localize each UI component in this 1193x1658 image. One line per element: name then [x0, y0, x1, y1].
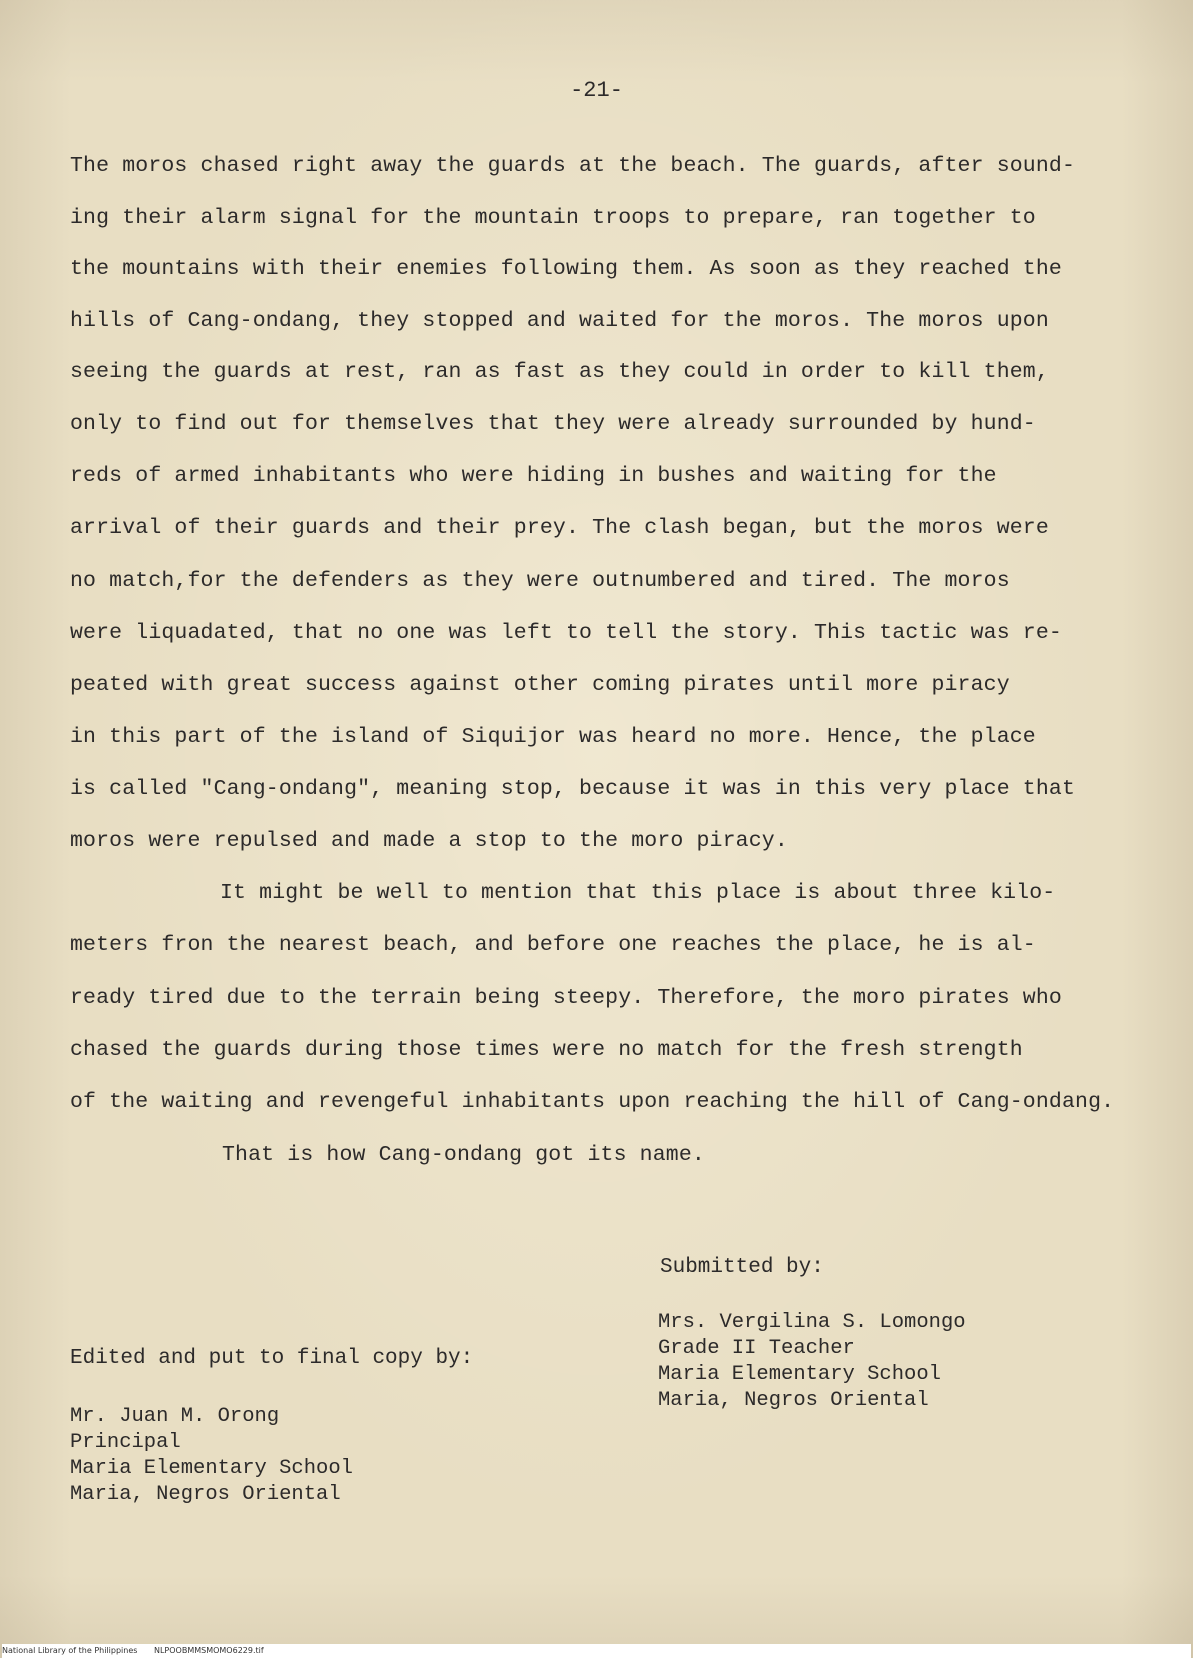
edited-school: Maria Elementary School [70, 1457, 353, 1480]
paragraph2-line-3: ready tired due to the terrain being steepy. Therefore, the moro pirates who [70, 986, 1062, 1010]
submitted-signature-block [658, 1310, 966, 1414]
body-line-2: ing their alarm signal for the mountain troops to prepare, ran together to [70, 206, 1036, 230]
body-line-6: only to find out for themselves that they were already surrounded by hund- [70, 412, 1036, 436]
paragraph2-line-4: chased the guards during those times were no match for the fresh strength [70, 1038, 1023, 1062]
page-number: -21- [570, 78, 623, 103]
body-line-4: hills of Cang-ondang, they stopped and waited for the moros. The moros upon [70, 309, 1049, 333]
closing-line: That is how Cang-ondang got its name. [222, 1143, 705, 1167]
body-line-12: in this part of the island of Siquijor was heard no more. Hence, the place [70, 725, 1036, 749]
edited-name: Mr. Juan M. Orong [70, 1405, 280, 1428]
body-line-3: the mountains with their enemies following them. As soon as they reached the [70, 257, 1062, 281]
body-line-7: reds of armed inhabitants who were hiding in bushes and waiting for the [70, 464, 997, 488]
body-line-13: is called "Cang-ondang", meaning stop, because it was in this very place that [70, 777, 1076, 801]
edited-label: Edited and put to final copy by: [70, 1347, 474, 1370]
scan-footer [2, 1644, 1191, 1658]
submitted-name: Mrs. Vergilina S. Lomongo [658, 1311, 966, 1334]
footer-file-id: NLPOOBMMSMOMO6229.tif [153, 1646, 264, 1655]
footer-source: National Library of the Philippines [2, 1646, 138, 1655]
edited-title: Principal [70, 1431, 181, 1454]
edited-signature-block [70, 1404, 353, 1508]
edited-location: Maria, Negros Oriental [70, 1483, 341, 1506]
submitted-school: Maria Elementary School [658, 1363, 941, 1386]
submitted-label: Submitted by: [660, 1256, 824, 1279]
submitted-title: Grade II Teacher [658, 1337, 855, 1360]
body-line-9: no match,for the defenders as they were outnumbered and tired. The moros [70, 569, 1010, 593]
body-line-10: were liquadated, that no one was left to tell the story. This tactic was re- [70, 621, 1062, 645]
paragraph2-line-1: It might be well to mention that this place is about three kilo- [220, 881, 1056, 905]
body-line-11: peated with great success against other coming pirates until more piracy [70, 673, 1010, 697]
paragraph2-line-2: meters fron the nearest beach, and before one reaches the place, he is al- [70, 933, 1036, 957]
body-line-1: The moros chased right away the guards at the beach. The guards, after sound- [70, 154, 1076, 178]
body-line-5: seeing the guards at rest, ran as fast as they could in order to kill them, [70, 360, 1049, 384]
body-line-14: moros were repulsed and made a stop to the moro piracy. [70, 829, 788, 853]
paragraph2-line-5: of the waiting and revengeful inhabitants upon reaching the hill of Cang-ondang. [70, 1090, 1115, 1114]
submitted-location: Maria, Negros Oriental [658, 1389, 929, 1412]
body-line-8: arrival of their guards and their prey. The clash began, but the moros were [70, 516, 1049, 540]
